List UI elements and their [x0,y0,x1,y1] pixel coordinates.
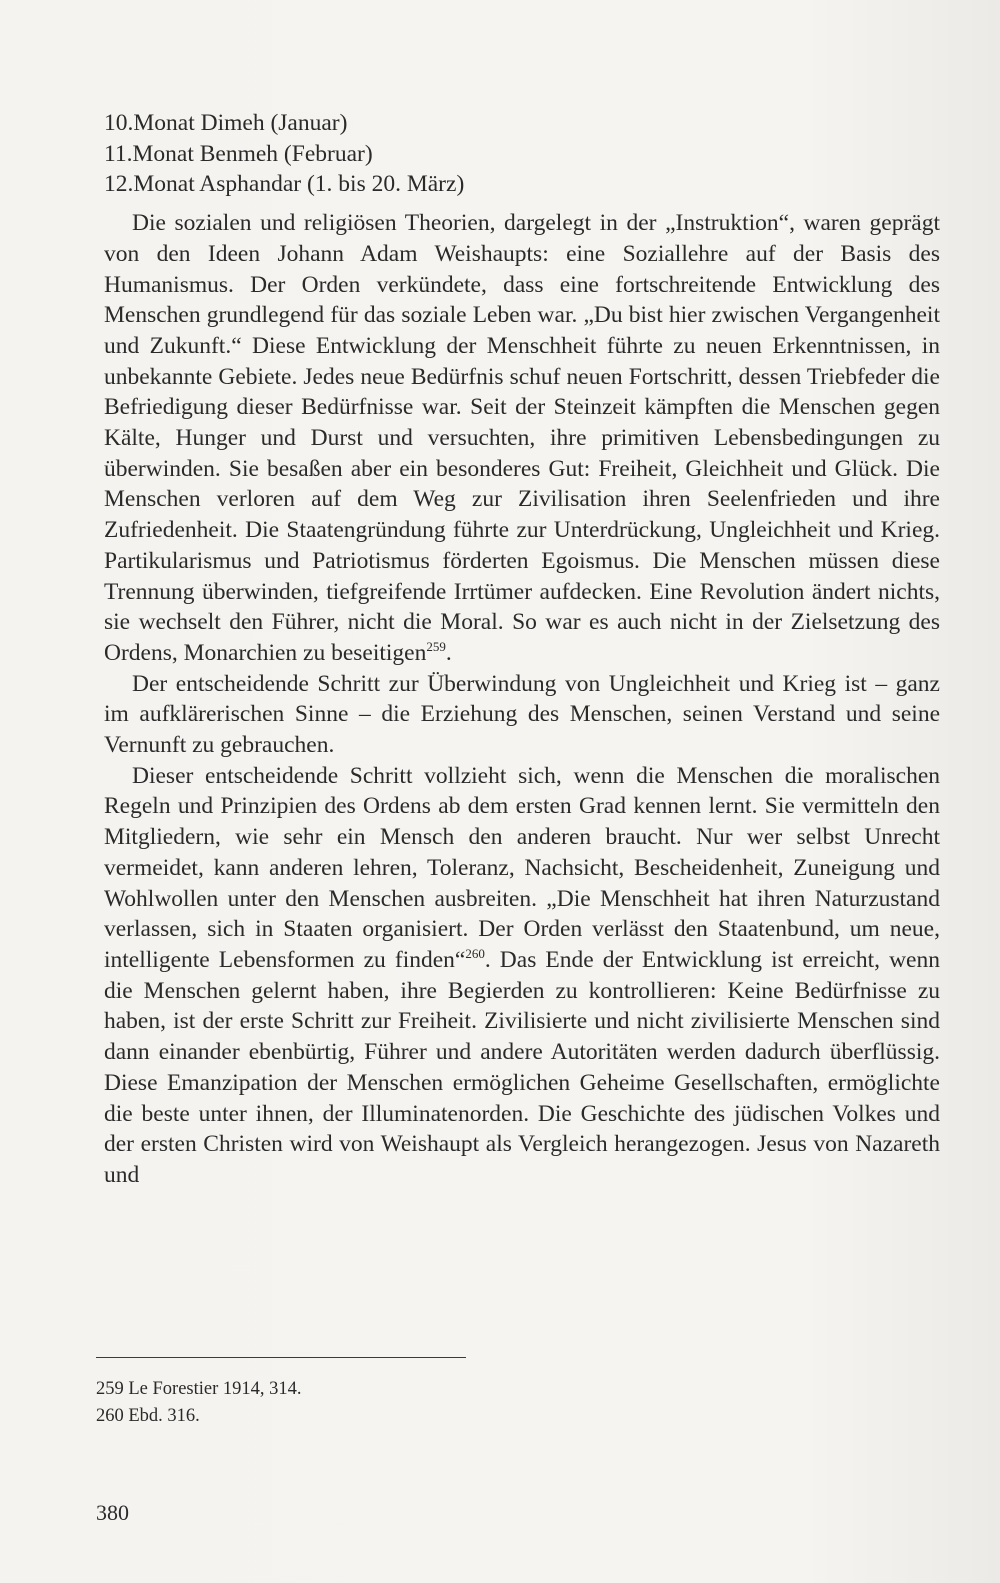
paragraph-text-after: . [445,639,452,666]
paragraph-text: Die sozialen und religiösen Theorien, dargelegt in der „Instruktion“, waren geprägt von den Ideen Johann Adam Weishaupts: eine Soziallehre auf der Basis des Humanismus. Der Orden verkündete, dass eine fortschreitende Entwicklung des Menschen grundlegend für das soziale Leben war. „Du bist hier zwischen Vergangenheit und Zukunft.“ Diese Entwicklung der Menschheit führte zu neuen Erkenntnissen, in unbekannte Gebiete. Jedes neue Bedürfnis schuf neuen Fortschritt, dessen Triebfeder die Befriedigung dieser Bedürfnisse war. Seit der Steinzeit kämpften die Menschen gegen Kälte, Hunger und Durst und versuchten, ihre primitiven Lebensbedingungen zu überwinden. Sie besaßen aber ein besonderes Gut: Freiheit, Gleichheit und Glück. Die Menschen verloren auf dem Weg zur Zivilisation ihren Seelenfrieden und ihre Zufriedenheit. Die Staatengründung führte zur Unterdrückung, Ungleichheit und Krieg. Partikularismus und Patriotismus förderten Egoismus. Die Menschen müssen diese Trennung überwinden, tiefgreifende Irrtümer aufdecken. Eine Revolution ändert nichts, sie wechselt den Führer, nicht die Moral. So war es auch nicht in der Zielsetzung des Ordens, Monarchien zu beseitigen [104,210,940,666]
footnote: 259 Le Forestier 1914, 314. [96,1379,302,1399]
footnote-divider [96,1357,466,1358]
month-list-item: 10.Monat Dimeh (Januar) [104,110,348,136]
paragraph-2 [104,669,940,761]
month-list-item: 11.Monat Benmeh (Februar) [104,140,373,167]
main-text [104,108,940,1191]
page-number: 380 [96,1500,129,1525]
paragraph-text: Dieser entscheidende Schritt vollzieht sich, wenn die Menschen die moralischen Regeln und Prinzipien des Ordens ab dem ersten Grad kennen lernt. Sie vermitteln den Mitgliedern, wie sehr ein Mensch den anderen braucht. Nur wer selbst Unrecht vermeidet, kann anderen lehren, Toleranz, Nachsicht, Bescheidenheit, Zuneigung und Wohlwollen unter den Menschen ausbreiten. „Die Menschheit hat ihren Naturzustand verlassen, sich in Staaten organisiert. Der Orden verlässt den Staatenbund, um neue, intelligente Lebensformen zu finden“ [104,762,940,973]
paragraph-text-after: . Das Ende der Entwicklung ist erreicht, wenn die Menschen gelernt haben, ihre Begierden zu kontrollieren: Keine Bedürfnisse zu haben, ist der erste Schritt zur Freiheit. Zivilisierte und nicht zivilisierte Menschen sind dann einander ebenbürtig, Führer und andere Autoritäten werden dadurch überflüssig. Diese Emanzipation der Menschen ermöglichen Geheime Gesellschaften, ermöglichte die beste unter ihnen, der Illuminatenorden. Die Geschichte des jüdischen Volkes und der ersten Christen wird von Weishaupt als Vergleich herangezogen. Jesus von Nazareth und [104,946,940,1188]
footnote-ref: 260 [465,946,485,962]
month-list-item: 12.Monat Asphandar (1. bis 20. März) [104,171,465,198]
paragraph-text: Der entscheidende Schritt zur Überwindung von Ungleichheit und Krieg ist – ganz im aufklärerischen Sinne – die Erziehung des Menschen, seinen Verstand und seine Vernunft zu gebrauchen. [104,670,940,759]
paragraph-1 [104,208,940,669]
footnotes [96,1376,302,1430]
footnote: 260 Ebd. 316. [96,1406,200,1426]
footnote-ref: 259 [426,639,446,655]
paragraph-3 [104,761,940,1191]
month-list [104,108,940,200]
